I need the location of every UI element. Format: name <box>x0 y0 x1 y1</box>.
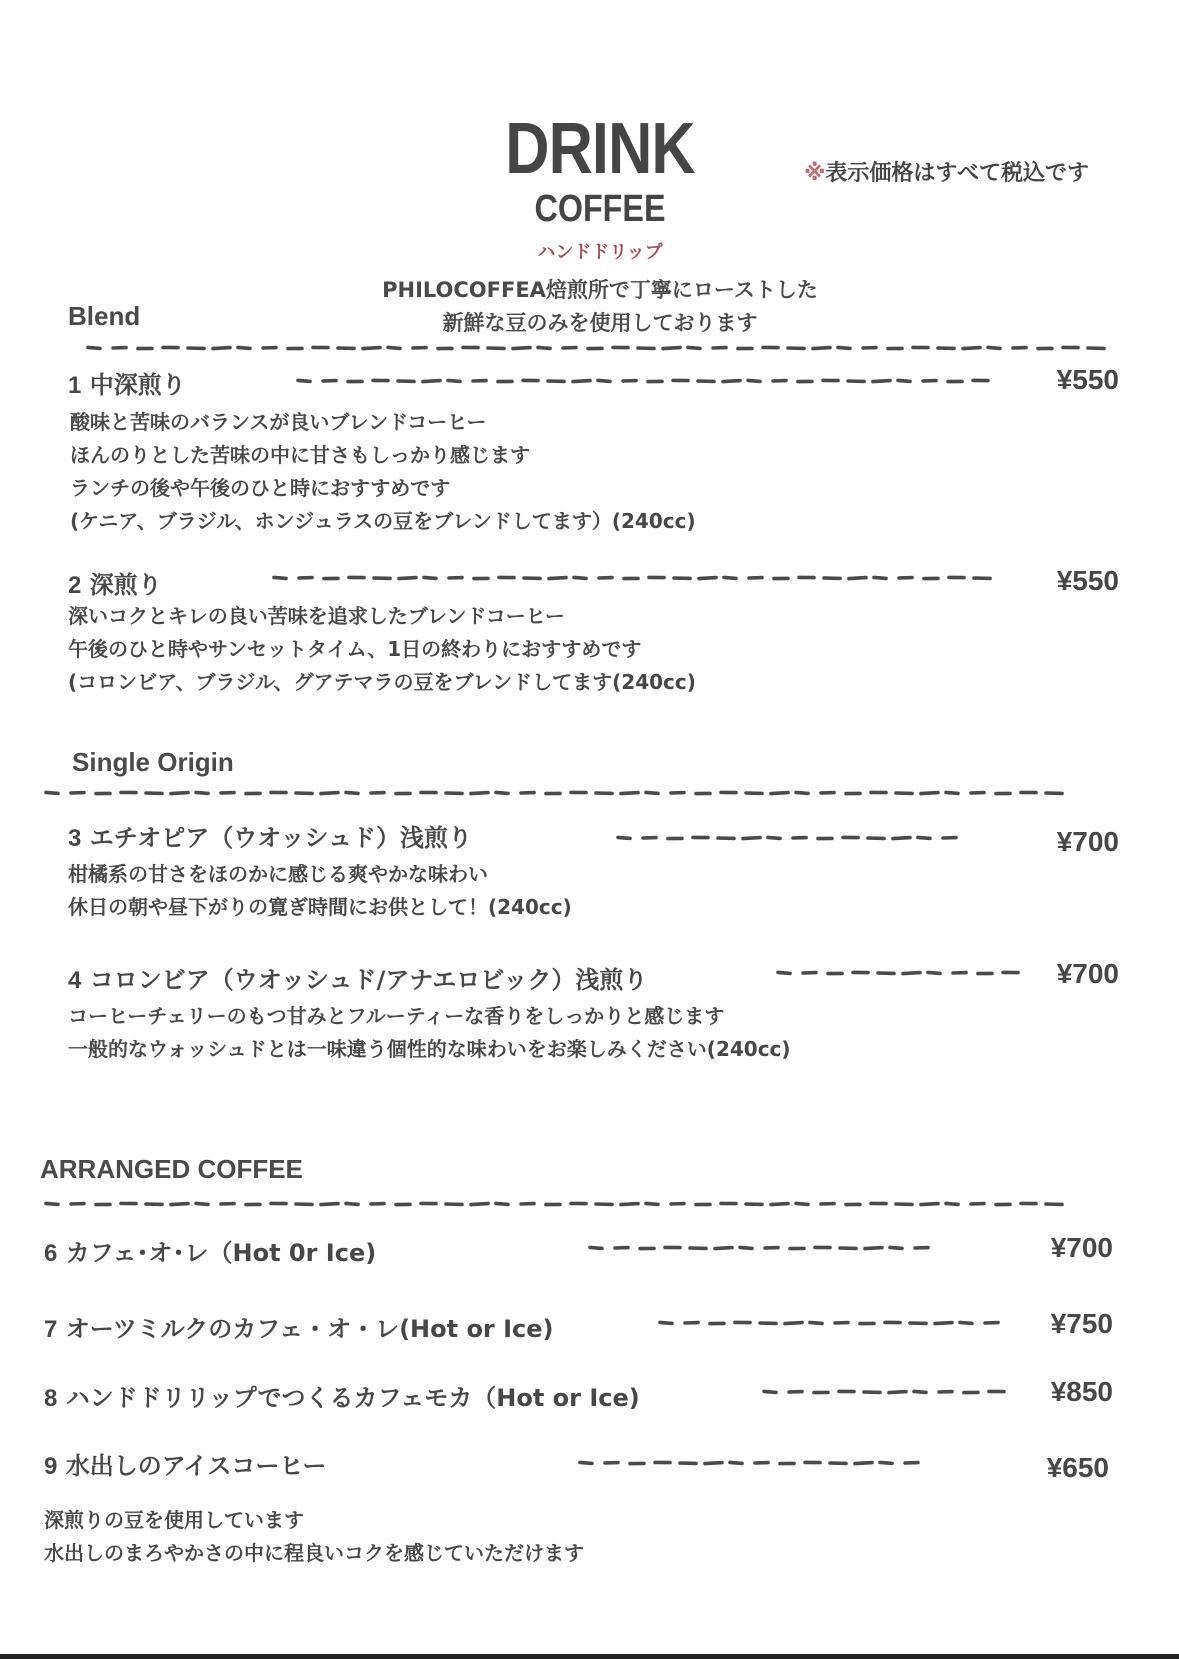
menu-item-2-description: 深いコクとキレの良い苦味を追求したブレンドコーヒー 午後のひと時やサンセットタイム、1日の終わりにおすすめです (コロンビア、ブラジル、グアテマラの豆をブレンドしてます(240cc) <box>68 604 696 694</box>
menu-item-4-description: コーヒーチェリーのもつ甘みとフルーティーな香りをしっかりと感じます 一般的なウォッシュドとは一味違う個性的な味わいをお楽しみください(240cc) <box>68 1004 791 1061</box>
menu-item-3-description: 柑橘系の甘さをほのかに感じる爽やかな味わい 休日の朝や昼下がりの寛ぎ時間にお供として！(240cc) <box>68 862 572 919</box>
menu-title: DRINK <box>505 109 695 189</box>
leader-dots-item-8 <box>762 1389 1016 1395</box>
menu-item-2-price: ¥550 <box>1056 565 1119 596</box>
tax-note <box>804 156 1089 187</box>
menu-item-7-name: 7 オーツミルクのカフェ・オ・レ(Hot or Ice) <box>44 1315 554 1343</box>
menu-item-9-description: 深煎りの豆を使用しています 水出しのまろやかさの中に程良いコクを感じていただけます <box>44 1508 584 1565</box>
leader-dots-item-9 <box>578 1460 934 1466</box>
reference-mark-icon: ※ <box>804 161 826 186</box>
section-divider-arranged-coffee <box>44 1201 1088 1207</box>
menu-subtitle: COFFEE <box>534 188 666 230</box>
menu-item-1-description: 酸味と苦味のバランスが良いブレンドコーヒー ほんのりとした苦味の中に甘さもしっかり感じます ランチの後や午後のひと時におすすめです (ケニア、ブラジル、ホンジュラスの豆をブレンドしてます）(240cc) <box>70 410 696 533</box>
menu-item-3-name: 3 エチオピア（ウオッシュド）浅煎り <box>68 824 473 852</box>
menu-item-7-price: ¥750 <box>1050 1308 1113 1339</box>
intro-line-2: 新鮮な豆のみを使用しております <box>442 311 758 335</box>
leader-dots-item-3 <box>616 835 972 841</box>
menu-item-3-price: ¥700 <box>1056 826 1119 857</box>
leader-dots-item-6 <box>588 1245 944 1251</box>
brew-method-label: ハンドドリップ <box>537 242 663 263</box>
menu-item-4-price: ¥700 <box>1056 958 1119 989</box>
intro-line-1: PHILOCOFFEA焙煎所で丁寧にローストした <box>382 278 818 302</box>
menu-item-6-name: 6 カフェ･オ･レ（Hot 0r Ice) <box>44 1239 377 1267</box>
section-label-single-origin: Single Origin <box>72 747 234 777</box>
section-divider-blend <box>86 345 1130 351</box>
menu-item-8-name: 8 ハンドドリリップでつくるカフェモカ（Hot or Ice) <box>44 1384 640 1412</box>
section-label-arranged-coffee: ARRANGED COFFEE <box>40 1154 303 1184</box>
menu-item-1-price: ¥550 <box>1056 364 1119 395</box>
menu-item-4-name: 4 コロンビア（ウオッシュド/アナエロビック）浅煎り <box>68 966 648 994</box>
leader-dots-item-1 <box>296 378 1020 384</box>
menu-item-9-name: 9 水出しのアイスコーヒー <box>44 1452 327 1480</box>
leader-dots-item-7 <box>658 1320 1014 1326</box>
menu-item-2-name: 2 深煎り <box>68 571 162 599</box>
menu-item-1-name: 1 中深煎り <box>68 371 186 399</box>
leader-dots-item-2 <box>272 575 998 581</box>
section-label-blend: Blend <box>68 301 141 331</box>
tax-note-text: 表示価格はすべて税込です <box>825 161 1089 186</box>
menu-item-8-price: ¥850 <box>1050 1376 1113 1407</box>
bottom-border <box>0 1654 1179 1659</box>
leader-dots-item-4 <box>776 970 1030 976</box>
section-divider-single-origin <box>44 790 1088 796</box>
menu-item-6-price: ¥700 <box>1050 1232 1113 1263</box>
menu-item-9-price: ¥650 <box>1046 1452 1109 1483</box>
